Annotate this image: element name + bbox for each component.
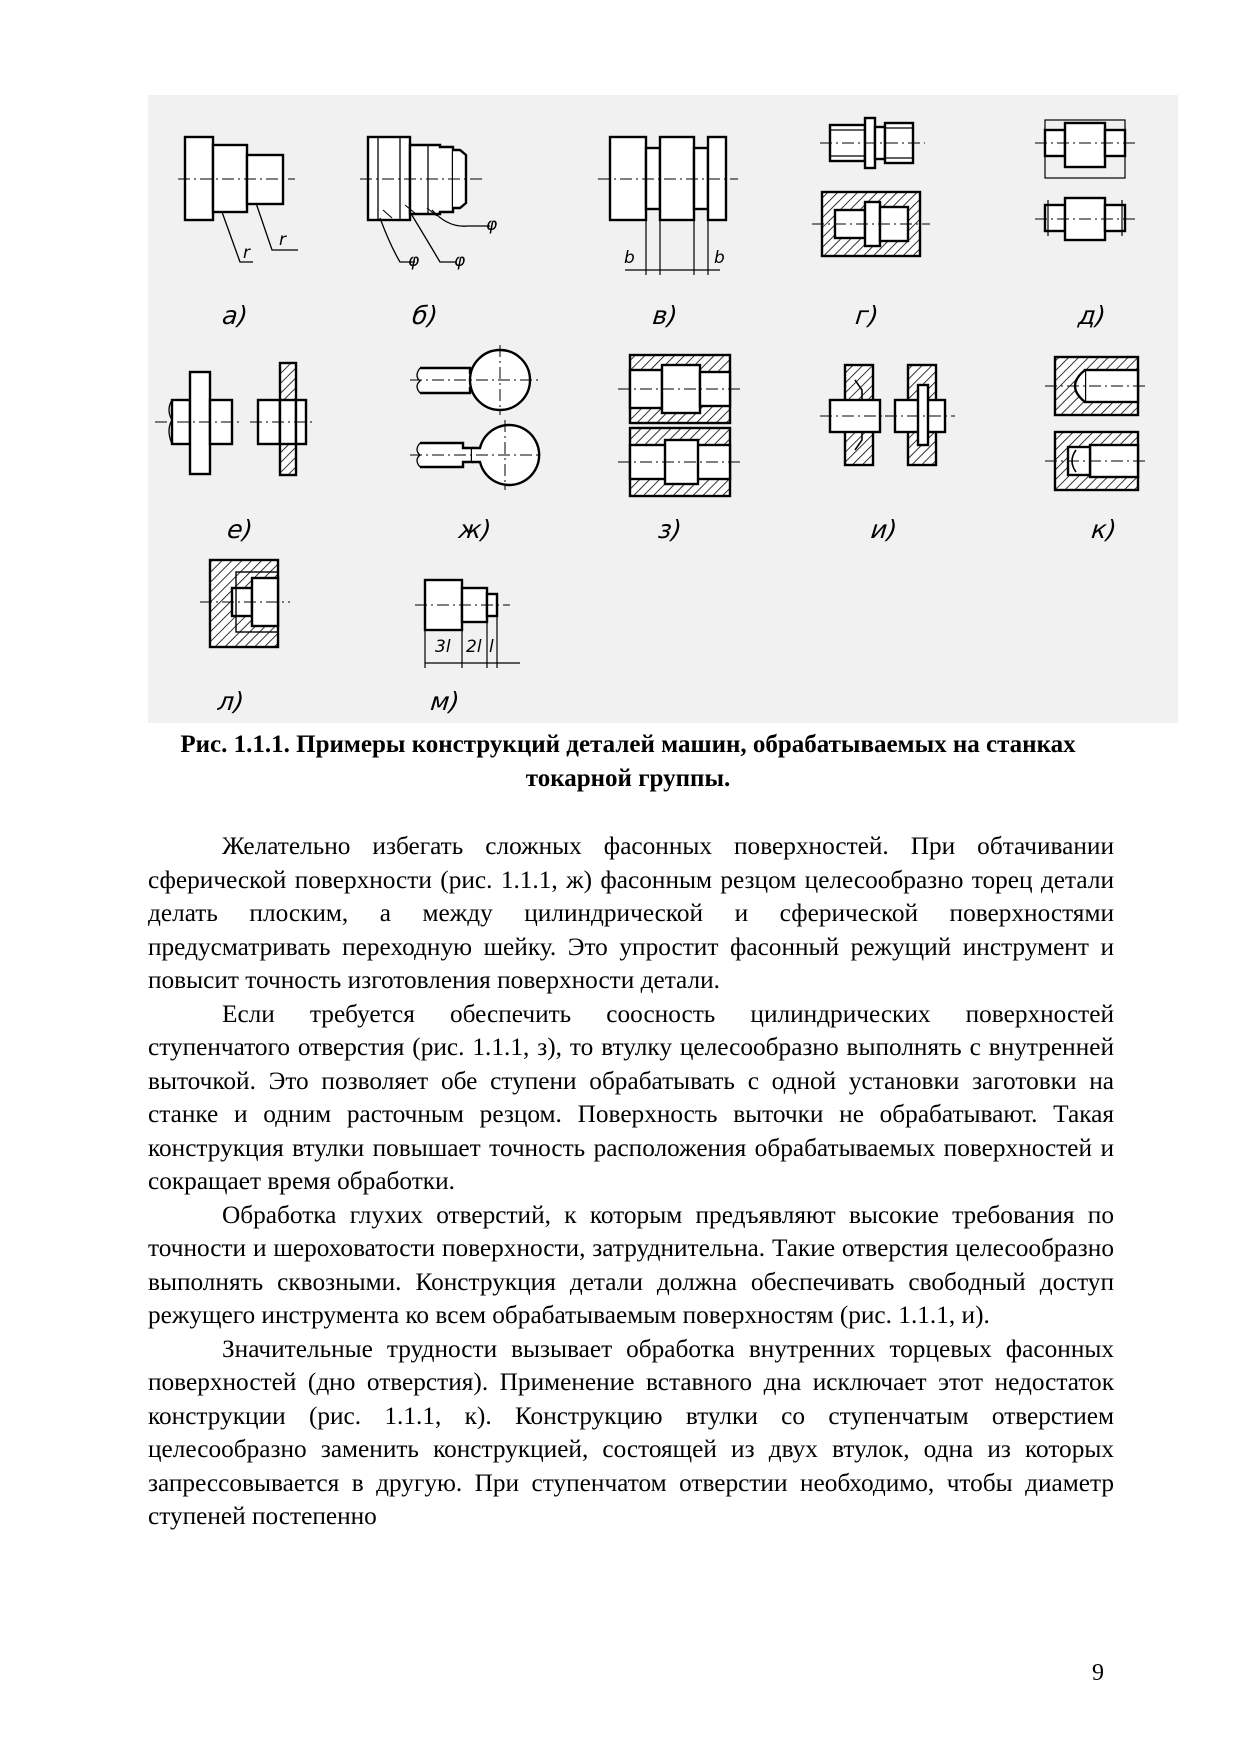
label-z: з) bbox=[656, 515, 684, 544]
part-z-bushes bbox=[618, 355, 742, 496]
dim-r1: r bbox=[243, 243, 250, 263]
label-b: б) bbox=[410, 301, 440, 330]
part-d-shafts bbox=[1035, 120, 1138, 240]
part-i-discs bbox=[820, 365, 955, 465]
dim-r2: r bbox=[279, 230, 286, 250]
dim-phi1: φ bbox=[408, 251, 420, 271]
dim-phi3: φ bbox=[486, 215, 498, 235]
dim-l: l bbox=[489, 637, 494, 657]
dim-b2: b bbox=[714, 248, 725, 268]
label-g: г) bbox=[854, 301, 880, 330]
technical-drawings bbox=[148, 95, 1178, 723]
dim-2l: 2l bbox=[466, 637, 482, 657]
body-text bbox=[148, 830, 1114, 1534]
dim-phi2: φ bbox=[454, 251, 466, 271]
part-zh-spherical-shafts bbox=[410, 345, 542, 490]
label-a: а) bbox=[220, 301, 250, 330]
dim-b1: b bbox=[624, 248, 635, 268]
page-number: 9 bbox=[1092, 1660, 1104, 1686]
label-e: е) bbox=[225, 515, 255, 544]
paragraph: Желательно избегать сложных фасонных поверхностей. При обтачивании сферической поверхности (рис. 1.1.1, ж) фасонным резцом целесообразно торец детали делать плоским, а между цилиндрической и сферической поверхностями предусматривать переходную шейку. Это упростит фасонный режущий инструмент и повысит точность изготовления поверхности детали. bbox=[148, 832, 1114, 994]
label-v: в) bbox=[651, 301, 679, 330]
label-m: м) bbox=[429, 687, 461, 716]
part-b-shaft-with-chamfers bbox=[360, 137, 490, 262]
part-k-bush-with-bottom bbox=[1045, 357, 1145, 490]
paragraph: Значительные трудности вызывает обработка внутренних торцевых фасонных поверхностей (дно отверстия). Применение вставного дна исключает этот недостаток конструкции (рис. 1.1.1, к). Конструкцию втулки со ступенчатым отверстием целесообразно заменить конструкцией, состоящей из двух втулок, одна из которых запрессовывается в другую. При ступенчатом отверстии необходимо, чтобы диаметр ступеней постепенно bbox=[148, 1334, 1114, 1530]
paragraph: Если требуется обеспечить соосность цилиндрических поверхностей ступенчатого отверстия (рис. 1.1.1, з), то втулку целесообразно выполнять с внутренней выточкой. Это позволяет обе ступени обрабатывать с одной установки заготовки на станке и одним расточным резцом. Поверхность выточки не обрабатывают. Такая конструкция втулки повышает точность расположения обрабатываемых поверхностей и сокращает время обработки. bbox=[148, 999, 1114, 1195]
label-d: д) bbox=[1076, 301, 1108, 330]
part-g-threaded-shaft-and-bush bbox=[812, 118, 930, 256]
label-i: и) bbox=[869, 515, 899, 544]
label-k: к) bbox=[1090, 515, 1118, 544]
label-l: л) bbox=[216, 687, 246, 716]
paragraph: Обработка глухих отверстий, к которым предъявляют высокие требования по точности и шероховатости поверхности, затруднительна. Такие отверстия целесообразно выполнять сквозными. Конструкция детали должна обеспечивать свободный доступ режущего инструмента ко всем обрабатываемым поверхностям (рис. 1.1.1, и). bbox=[148, 1200, 1114, 1329]
figure-caption: Рис. 1.1.1. Примеры конструкций деталей машин, обрабатываемых на станках токарной группы. bbox=[180, 731, 1076, 792]
part-l-stepped-bush bbox=[200, 560, 290, 647]
part-e-flanged-shafts bbox=[155, 363, 315, 475]
figure-1-1-1 bbox=[148, 95, 1178, 723]
label-zh: ж) bbox=[457, 515, 493, 544]
dim-3l: 3l bbox=[435, 637, 451, 657]
